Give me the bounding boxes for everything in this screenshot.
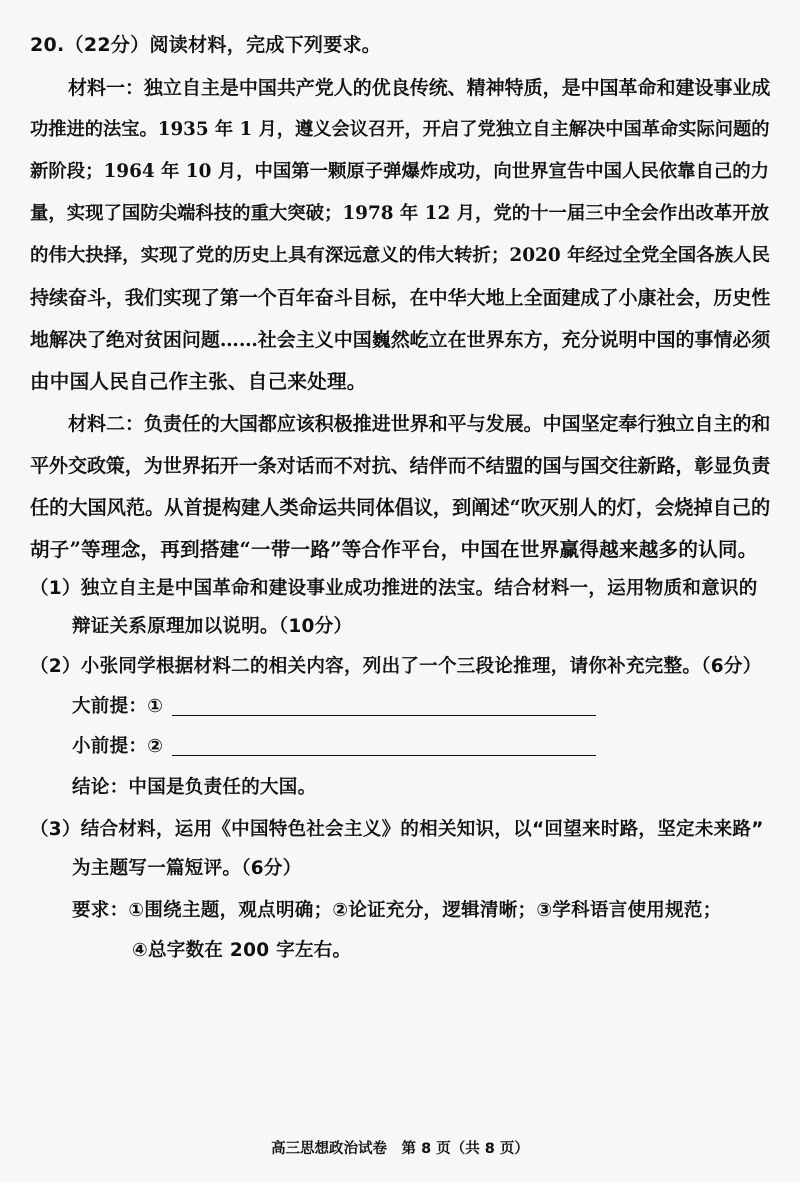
material-two-line: 胡子”等理念，再到搭建“一带一路”等合作平台，中国在世界赢得越来越多的认同。 <box>30 538 758 561</box>
minor-premise-answer-blank[interactable] <box>172 755 596 756</box>
part-two-prompt: （2）小张同学根据材料二的相关内容，列出了一个三段论推理，请你补充完整。（6分） <box>30 656 762 677</box>
material-two-line: 平外交政策，为世界拓开一条对话而不对抗、结伴而不结盟的国与国交往新路，彰显负责 <box>30 455 771 477</box>
page-footer: 高三思想政治试卷 第 8 页（共 8 页） <box>271 1141 529 1157</box>
part-one-line: （1）独立自主是中国革命和建设事业成功推进的法宝。结合材料一，运用物质和意识的 <box>30 578 758 599</box>
material-one-line: 地解决了绝对贫困问题……社会主义中国巍然屹立在世界东方，充分说明中国的事情必须 <box>30 329 771 351</box>
major-premise-label: 大前提：① <box>72 696 164 717</box>
minor-premise-label: 小前提：② <box>72 736 164 757</box>
material-one-line: 新阶段；1964 年 10 月，中国第一颗原子弹爆炸成功，向世界宣告中国人民依靠自己的力 <box>30 161 770 182</box>
part-one-line: 辩证关系原理加以说明。（10分） <box>72 616 353 637</box>
part-three-line: 为主题写一篇短评。（6分） <box>72 858 302 879</box>
material-one-line: 的伟大抉择，实现了党的历史上具有深远意义的伟大转折；2020 年经过全党全国各族人民 <box>30 245 770 266</box>
material-one-line: 持续奋斗，我们实现了第一个百年奋斗目标，在中华大地上全面建成了小康社会，历史性 <box>30 287 771 309</box>
requirements-line: ④总字数在 200 字左右。 <box>132 940 352 961</box>
major-premise-answer-blank[interactable] <box>172 715 596 716</box>
part-three-line: （3）结合材料，运用《中国特色社会主义》的相关知识，以“回望来时路，坚定未来路” <box>30 819 764 840</box>
material-one-line: 量，实现了国防尖端科技的重大突破；1978 年 12 月，党的十一届三中全会作出改革开放 <box>30 203 770 224</box>
material-two-line: 任的大国风范。从首提构建人类命运共同体倡议，到阐述“吹灭别人的灯，会烧掉自己的 <box>30 496 771 519</box>
material-one-line: 由中国人民自己作主张、自己来处理。 <box>30 370 367 393</box>
question-title: 20.（22分）阅读材料，完成下列要求。 <box>30 34 382 56</box>
material-one-line: 功推进的法宝。1935 年 1 月，遵义会议召开，开启了党独立自主解决中国革命实际问题的 <box>30 119 770 140</box>
material-two-line: 材料二：负责任的大国都应该积极推进世界和平与发展。中国坚定奉行独立自主的和 <box>68 413 771 435</box>
material-one-line: 材料一：独立自主是中国共产党人的优良传统、精神特质，是中国革命和建设事业成 <box>68 77 771 99</box>
conclusion-text: 结论：中国是负责任的大国。 <box>72 777 317 798</box>
requirements-line: 要求：①围绕主题，观点明确；②论证充分，逻辑清晰；③学科语言使用规范； <box>72 900 722 921</box>
